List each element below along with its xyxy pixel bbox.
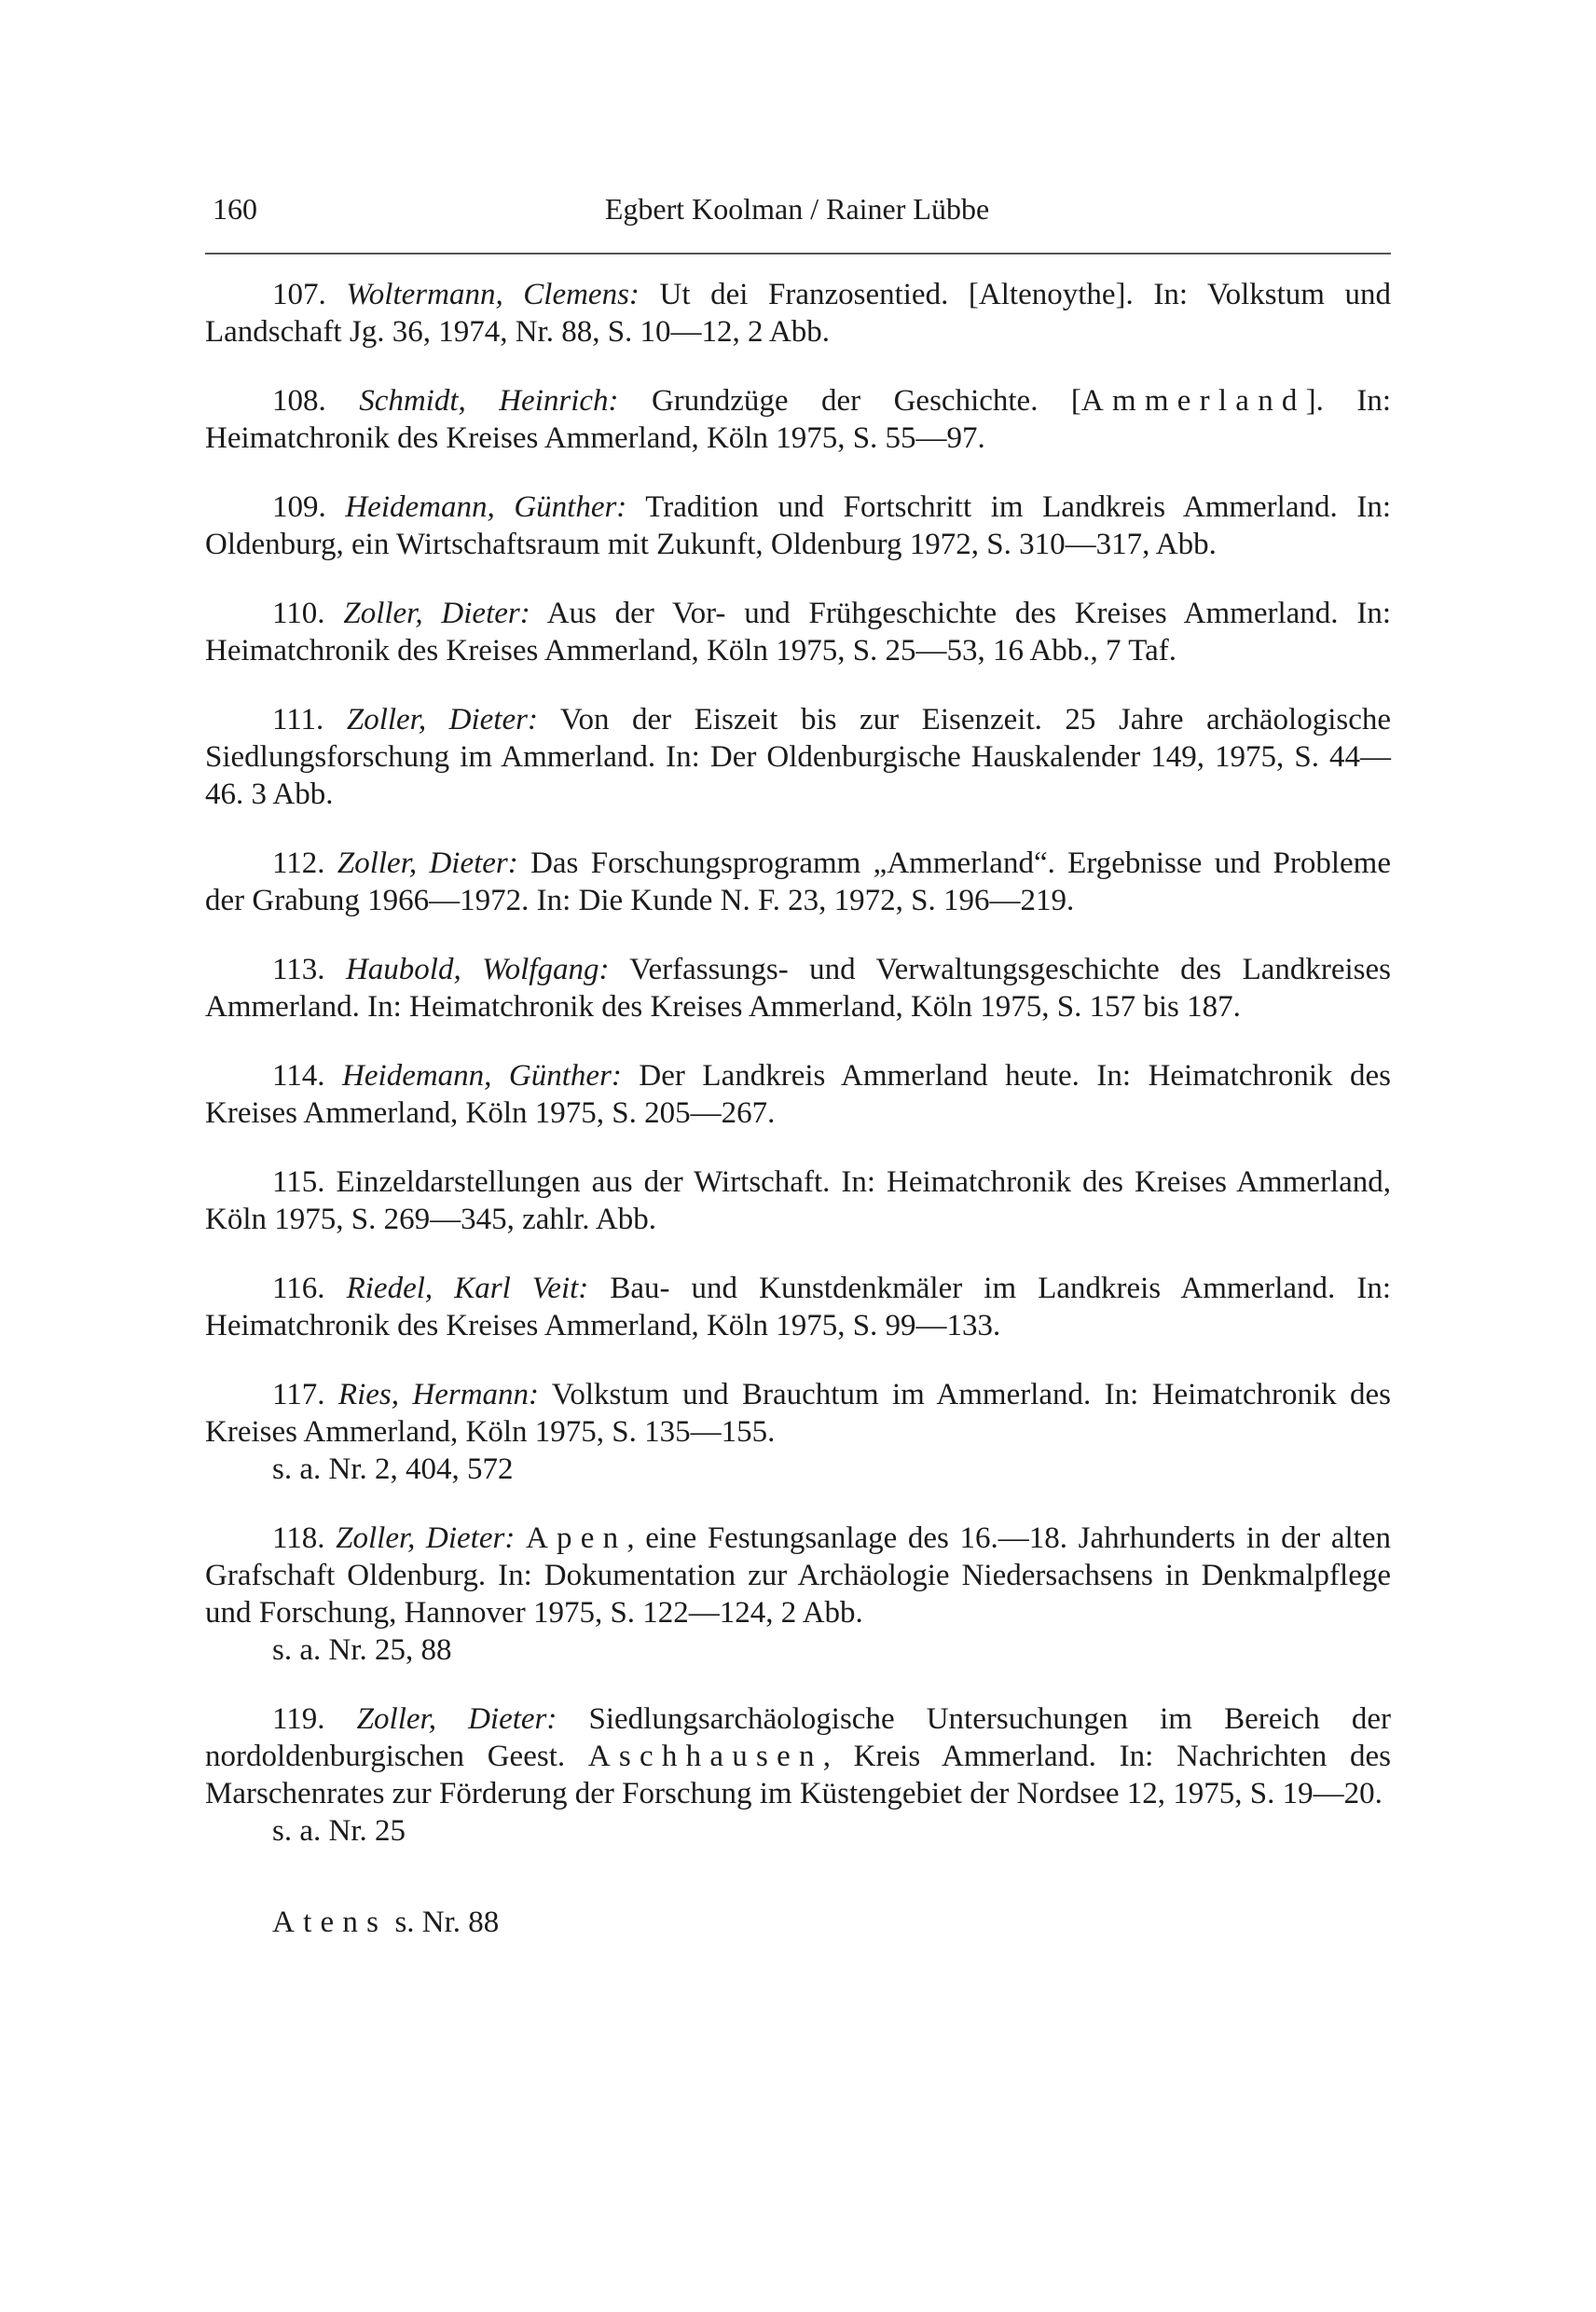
entry-number: 114. xyxy=(272,1059,325,1093)
bibliography-entry-107 xyxy=(205,276,1391,351)
cross-reference xyxy=(205,1904,1391,1941)
entry-author: Schmidt, Heinrich: xyxy=(359,384,619,418)
bibliography-entry-112 xyxy=(205,845,1391,919)
entry-number: 117. xyxy=(272,1378,325,1411)
bibliography-entry-110 xyxy=(205,595,1391,669)
entry-author: Zoller, Dieter: xyxy=(337,846,518,880)
entry-text: Verfassungs- und Verwaltungsgeschichte des Landkreises Ammerland. In: Heimatchronik des Kreises Ammerland, Köln 1975, S. 157 bis 187. xyxy=(205,953,1392,1024)
entry-text: Bau- und Kunstdenkmäler im Landkreis Ammerland. In: Heimatchronik des Kreises Ammerland, Köln 1975, S. 99—133. xyxy=(205,1272,1391,1342)
bibliography-entry-109 xyxy=(205,489,1391,563)
entry-text: Siedlungsarchäologische Untersuchungen im Bereich der nordoldenburgischen Geest. xyxy=(205,1702,1391,1773)
entry-number: 119. xyxy=(272,1702,325,1736)
cross-reference-text: s. Nr. 88 xyxy=(387,1906,500,1939)
see-also-reference: s. a. Nr. 25 xyxy=(272,1814,406,1848)
entry-spaced-place: Ammerland xyxy=(1080,384,1306,418)
bibliography-entry-108 xyxy=(205,382,1391,457)
bibliography-entry-119 xyxy=(205,1700,1391,1850)
bibliography-entry-114 xyxy=(205,1057,1391,1132)
entry-spaced-place: Apen xyxy=(525,1521,627,1555)
see-also-reference: s. a. Nr. 25, 88 xyxy=(272,1633,452,1667)
entry-author: Zoller, Dieter: xyxy=(336,1521,516,1555)
entry-author: Zoller, Dieter: xyxy=(343,597,530,630)
entry-author: Ries, Hermann: xyxy=(337,1378,540,1411)
bibliography-entry-116 xyxy=(205,1270,1391,1344)
bibliography-entry-113 xyxy=(205,951,1391,1025)
entry-author: Heidemann, Günther: xyxy=(345,490,627,524)
entry-author: Zoller, Dieter: xyxy=(346,703,538,736)
entry-number: 110. xyxy=(272,597,325,630)
entry-text: Grundzüge der Geschichte. [ xyxy=(618,384,1081,418)
entry-number: 115. xyxy=(272,1165,325,1199)
entry-text: Ut dei Franzosentied. [Altenoythe]. In: Volkstum und Landschaft Jg. 36, 1974, Nr. 88, S. 10—12, 2 Abb. xyxy=(205,278,1391,349)
entry-number: 108. xyxy=(272,384,326,418)
header-rule xyxy=(205,253,1391,255)
bibliography-entry-118 xyxy=(205,1520,1391,1669)
page-header xyxy=(201,186,1393,239)
entry-text: , Kreis Ammerland. In: Nachrichten des Marschenrates zur Förderung der Forschung im Küstengebiet der Nordsee 12, 1975, S. 19—20. xyxy=(205,1740,1392,1810)
entry-text: ]. In: Heimatchronik des Kreises Ammerland, Köln 1975, S. 55—97. xyxy=(205,384,1392,455)
entry-spaced-place: Aschhausen xyxy=(587,1740,823,1773)
entry-text: , eine Festungsanlage des 16.—18. Jahrhunderts in der alten Grafschaft Oldenburg. In: Dokumentation zur Archäologie Niedersachsens in Denkmalpflege und Forschung, Hannover 1975, S. 122—124, 2 Abb. xyxy=(205,1521,1391,1630)
entry-number: 111. xyxy=(272,703,324,736)
cross-reference-place: Atens xyxy=(272,1906,388,1939)
entry-text: Von der Eiszeit bis zur Eisenzeit. 25 Jahre archäologische Siedlungsforschung im Ammerland. In: Der Oldenburgische Hauskalender 149, 1975, S. 44—46. 3 Abb. xyxy=(205,703,1391,811)
entry-number: 112. xyxy=(272,846,325,880)
entry-text: Tradition und Fortschritt im Landkreis Ammerland. In: Oldenburg, ein Wirtschaftsraum mit Zukunft, Oldenburg 1972, S. 310—317, Abb. xyxy=(205,490,1391,561)
entry-author: Zoller, Dieter: xyxy=(356,1702,557,1736)
entry-author: Heidemann, Günther: xyxy=(342,1059,622,1093)
bibliography-entry-117 xyxy=(205,1376,1391,1488)
page-number: 160 xyxy=(213,192,257,226)
entry-author: Woltermann, Clemens: xyxy=(346,278,640,311)
bibliography-list xyxy=(205,276,1391,1972)
entry-text: Aus der Vor- und Frühgeschichte des Kreises Ammerland. In: Heimatchronik des Kreises Ammerland, Köln 1975, S. 25—53, 16 Abb., 7 Taf. xyxy=(205,597,1392,667)
entry-number: 113. xyxy=(272,953,325,986)
entry-author: Riedel, Karl Veit: xyxy=(346,1272,589,1305)
entry-text: Volkstum und Brauchtum im Ammerland. In: Heimatchronik des Kreises Ammerland, Köln 1975, S. 135—155. xyxy=(205,1378,1391,1449)
entry-number: 118. xyxy=(272,1521,325,1555)
see-also-reference: s. a. Nr. 2, 404, 572 xyxy=(272,1452,514,1486)
bibliography-entry-111 xyxy=(205,701,1391,813)
entry-number: 116. xyxy=(272,1272,325,1305)
entry-author: Haubold, Wolfgang: xyxy=(345,953,610,986)
entry-text: Einzeldarstellungen aus der Wirtschaft. In: Heimatchronik des Kreises Ammerland, Köln 1975, S. 269—345, zahlr. Abb. xyxy=(205,1165,1391,1236)
entry-text: Das Forschungsprogramm „Ammerland“. Ergebnisse und Probleme der Grabung 1966—1972. In: Die Kunde N. F. 23, 1972, S. 196—219. xyxy=(205,846,1391,917)
entry-text: Der Landkreis Ammerland heute. In: Heimatchronik des Kreises Ammerland, Köln 1975, S. 205—267. xyxy=(205,1059,1392,1130)
running-head: Egbert Koolman / Rainer Lübbe xyxy=(604,192,990,226)
entry-number: 109. xyxy=(272,490,326,524)
bibliography-entry-115 xyxy=(205,1163,1391,1238)
entry-number: 107. xyxy=(272,278,326,311)
